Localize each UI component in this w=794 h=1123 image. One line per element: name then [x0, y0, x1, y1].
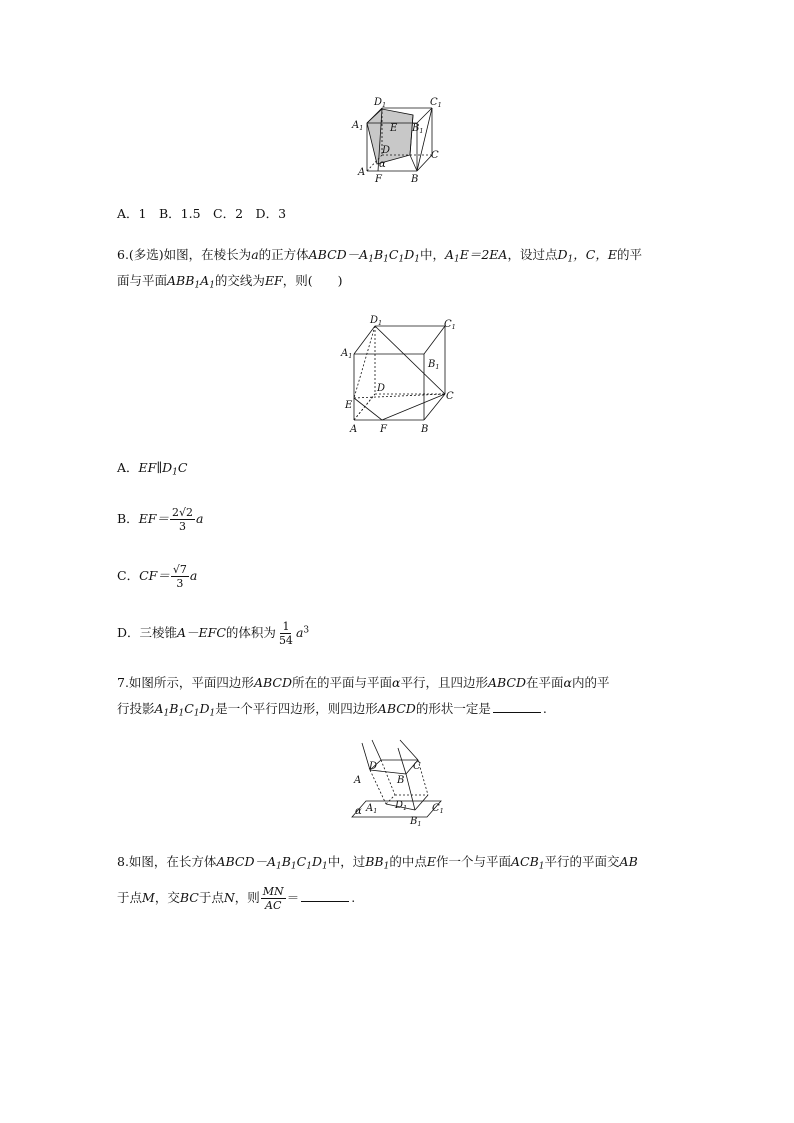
q6-option-a: A．$EF\parallel D_1C$: [117, 460, 188, 478]
fig6-label-b: B: [421, 424, 429, 435]
fig7-label-alpha: α: [355, 806, 362, 817]
fig5-label-d: D: [382, 145, 391, 156]
fig7-label-c1: C: [432, 803, 440, 814]
q6-option-b: B．EF＝ $\frac{2√2}{3}$ a: [117, 506, 204, 533]
figure-q7-projection: [340, 738, 455, 833]
fig6-label-a: A: [350, 424, 358, 435]
fig5-label-d1: D: [374, 97, 383, 108]
fig7-label-b1: B: [410, 816, 418, 827]
figure-q5-cube: [348, 93, 448, 185]
svg-text:B1: $B_1$: [410, 816, 422, 828]
fig6-label-d: D: [377, 383, 386, 394]
fig5-label-c: C: [431, 150, 439, 161]
svg-text:A1: $A_1$: [366, 803, 378, 815]
fig6-label-d1: D: [370, 315, 379, 326]
fig7-label-b: B: [397, 775, 405, 786]
fig6-label-a1: A: [341, 348, 349, 359]
fig5-label-alpha: α: [379, 159, 386, 170]
q6-stem-line2: 面与平面$ABB_1A_1$的交线为EF，则( ): [117, 273, 343, 291]
svg-text:C1: $C_1$: [430, 97, 442, 109]
fig6-label-e: E: [345, 400, 353, 411]
q7-stem-line1: 7.如图所示，平面四边形ABCD所在的平面与平面α平行，且四边形ABCD在平面α内的平: [117, 675, 610, 690]
fig7-label-d1: D: [395, 800, 404, 811]
figure-q6-cube: [338, 310, 468, 440]
fig5-label-b: B: [411, 174, 419, 185]
svg-text:D1: $D_1$: [370, 315, 383, 327]
svg-text:A1: $A_1$: [352, 120, 364, 132]
svg-text:C1: $C_1$: [444, 319, 456, 331]
q7-answer-blank: [493, 700, 541, 713]
svg-text:A1: $A_1$: [341, 348, 353, 360]
fig7-label-d: D: [369, 761, 378, 772]
fig5-label-c1: C: [430, 97, 438, 108]
fig6-label-b1: B: [428, 359, 436, 370]
q7-stem-line2: 行投影$A_1B_1C_1D_1$是一个平行四边形，则四边形ABCD的形状一定是 .: [117, 701, 547, 719]
svg-text:C1: $C_1$: [432, 803, 444, 815]
fig5-label-b1: B: [412, 123, 420, 134]
fig6-label-f: F: [380, 424, 387, 435]
q6-stem-line1: 6.(多选)如图，在棱长为a的正方体$ABCD-A_1B_1C_1D_1$中，$A_1E=2EA$，设过点$D_1$，C，E的平: [117, 247, 642, 265]
fig5-label-a1: A: [352, 120, 360, 131]
svg-text:D1: $D_1$: [395, 800, 408, 812]
svg-text:D1: $D_1$: [374, 97, 387, 109]
svg-text:B1: $B_1$: [412, 123, 424, 135]
fig7-label-a: A: [354, 775, 362, 786]
q6-option-c: C．CF＝ $\frac{√7}{3}$ a: [117, 563, 198, 590]
fig5-label-e: E: [390, 123, 398, 134]
q8-stem-line1: 8.如图，在长方体$ABCD-A_1B_1C_1D_1$中，过$BB_1$的中点E作一个与平面$ACB_1$平行的平面交AB: [117, 854, 638, 872]
q6-option-d: D．三棱锥A－EFC的体积为 $\frac{1}{54}$ $a^3$: [117, 620, 310, 647]
q8-answer-blank: [301, 889, 349, 902]
fig5-label-f: F: [375, 174, 382, 185]
fig7-label-c: C: [413, 761, 421, 772]
fig5-label-a: A: [358, 167, 366, 178]
fig6-label-c1: C: [444, 319, 452, 330]
q8-stem-line2: 于点M，交BC于点N，则 $\frac{MN}{AC}$ ＝ .: [117, 885, 356, 912]
svg-text:B1: $B_1$: [428, 359, 440, 371]
fig7-label-a1: A: [366, 803, 374, 814]
fig6-label-c: C: [446, 391, 454, 402]
q5-options: A．1 B．1.5 C．2 D．3: [117, 206, 287, 221]
